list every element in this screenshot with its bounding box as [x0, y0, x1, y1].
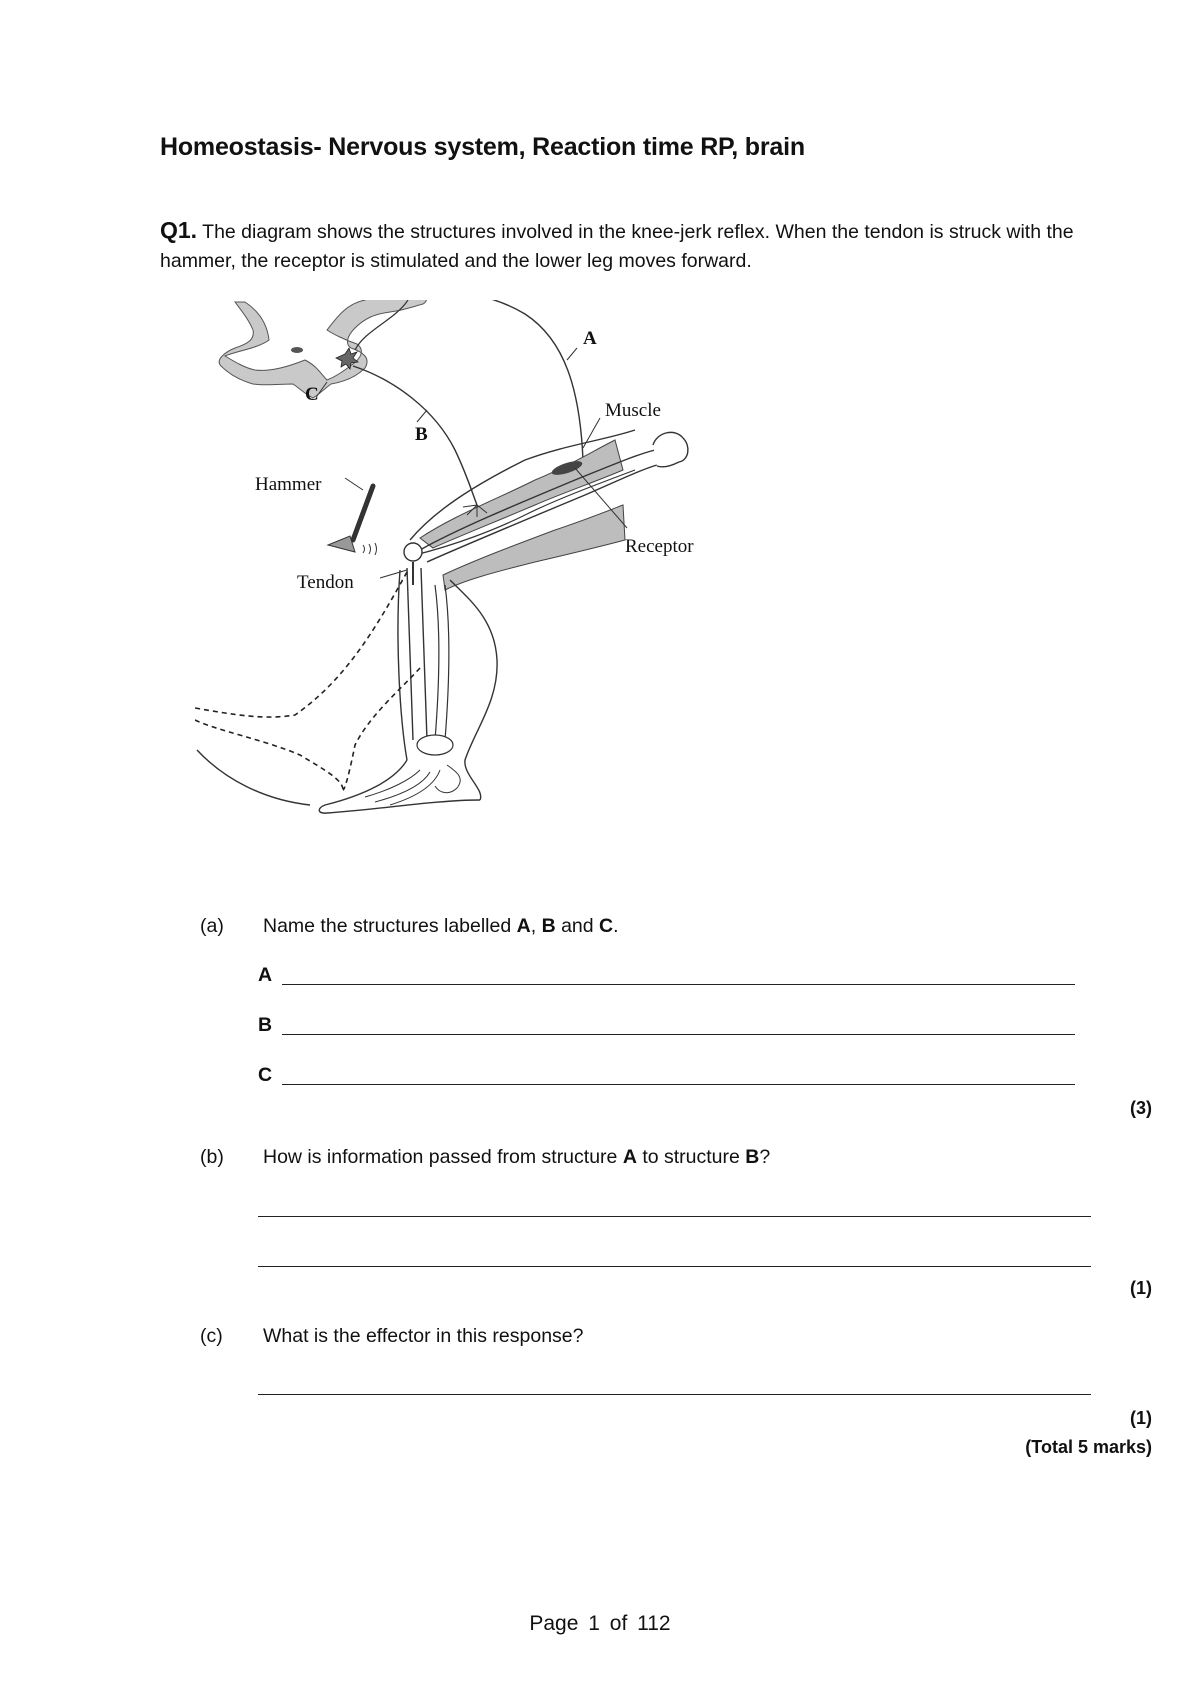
part-a-question: Name the structures labelled A, B and C. — [263, 915, 619, 937]
tibia-bone — [407, 568, 427, 740]
answer-line-b-1[interactable] — [258, 1216, 1091, 1217]
part-a-label: (a) — [200, 915, 224, 937]
page-footer: Page 1 of 112 — [529, 1612, 671, 1635]
answer-line-c-1[interactable] — [258, 1394, 1091, 1395]
label-hammer: Hammer — [255, 474, 322, 495]
knee-jerk-reflex-diagram — [195, 300, 795, 890]
grey-matter-spot — [291, 347, 303, 353]
label-muscle: Muscle — [605, 400, 661, 421]
kneecap — [404, 543, 422, 561]
answer-line-b[interactable] — [282, 1034, 1075, 1035]
part-b-label: (b) — [200, 1146, 224, 1168]
hammer-handle — [353, 486, 373, 540]
answer-letter-b: B — [258, 1014, 273, 1036]
neurone-a — [421, 300, 583, 460]
answer-line-a[interactable] — [282, 984, 1075, 985]
question-intro-text: The diagram shows the structures involved in the knee-jerk reflex. When the tendon is struck with the hammer, the receptor is stimulated and the lower leg moves forward. — [160, 221, 1074, 272]
part-b-question: How is information passed from structure A to structure B? — [263, 1146, 771, 1168]
label-b: B — [415, 424, 428, 445]
answer-line-c[interactable] — [282, 1084, 1075, 1085]
hammer-head — [328, 536, 355, 552]
dashed-leg-position — [195, 572, 420, 790]
foot-outline — [319, 760, 480, 813]
leg-arc — [197, 750, 310, 805]
part-b-marks: (1) — [1130, 1278, 1152, 1298]
femur-head — [653, 432, 688, 466]
part-c-label: (c) — [200, 1325, 223, 1347]
part-c-question: What is the effector in this response? — [263, 1325, 584, 1347]
fibula-bone — [435, 585, 449, 740]
part-c-marks: (1) — [1130, 1408, 1152, 1428]
label-a: A — [583, 328, 597, 349]
answer-line-b-2[interactable] — [258, 1266, 1091, 1267]
label-tendon: Tendon — [297, 572, 354, 593]
answer-letter-c: C — [258, 1064, 273, 1086]
label-receptor: Receptor — [625, 536, 694, 557]
question-1-intro — [160, 216, 1150, 276]
total-marks: (Total 5 marks) — [1025, 1437, 1152, 1457]
answer-letter-a: A — [258, 964, 273, 986]
spinal-cord — [219, 300, 426, 398]
question-number: Q1. — [160, 217, 198, 243]
part-a-marks: (3) — [1130, 1098, 1152, 1118]
label-c: C — [305, 384, 319, 405]
page-title: Homeostasis- Nervous system, Reaction time RP, brain — [160, 133, 805, 161]
vibration-marks — [363, 543, 377, 555]
